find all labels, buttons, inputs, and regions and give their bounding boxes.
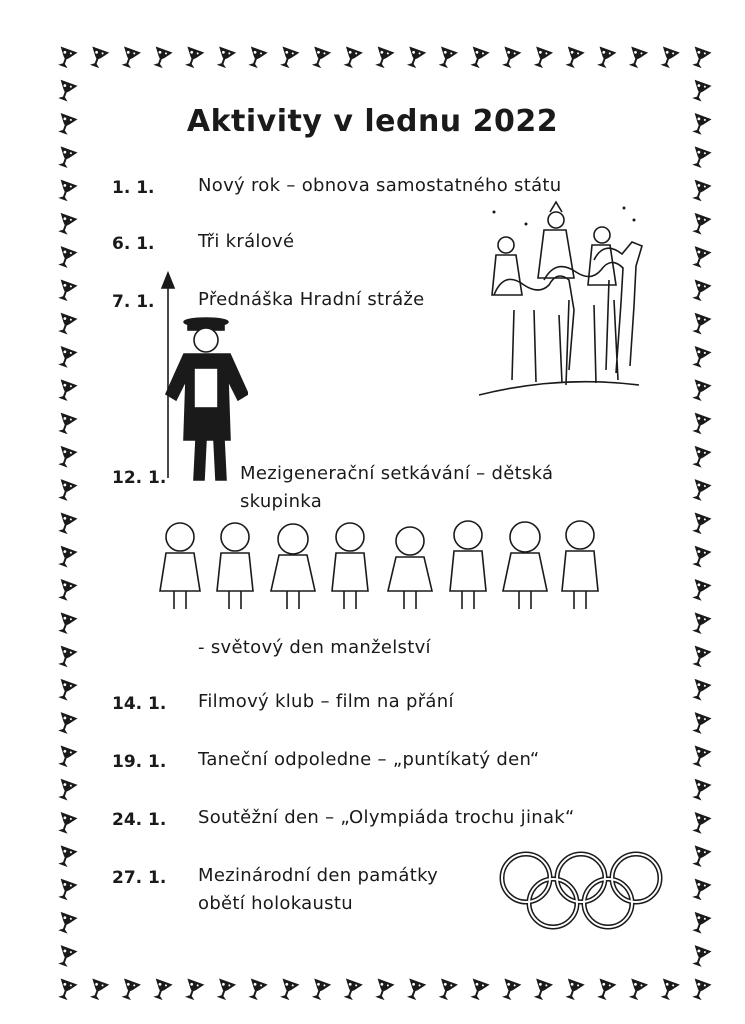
- champagne-glass-icon: [688, 912, 711, 935]
- champagne-glass-icon: [54, 213, 77, 236]
- champagne-glass-icon: [467, 46, 490, 69]
- champagne-glass-icon: [403, 978, 426, 1001]
- champagne-glass-icon: [688, 46, 711, 69]
- champagne-glass-icon: [498, 978, 521, 1001]
- champagne-glass-icon: [54, 779, 77, 802]
- champagne-glass-icon: [688, 346, 711, 369]
- champagne-glass-icon: [54, 246, 77, 269]
- champagne-glass-icon: [340, 46, 363, 69]
- champagne-glass-icon: [54, 379, 77, 402]
- event-text-line1: Mezigenerační setkávání – dětská: [240, 463, 554, 484]
- champagne-glass-icon: [54, 679, 77, 702]
- champagne-glass-icon: [688, 313, 711, 336]
- champagne-glass-icon: [54, 812, 77, 835]
- champagne-glass-icon: [688, 646, 711, 669]
- champagne-glass-icon: [688, 546, 711, 569]
- champagne-glass-icon: [688, 612, 711, 635]
- event-date: 27. 1.: [112, 868, 167, 888]
- champagne-glass-icon: [54, 579, 77, 602]
- champagne-glass-icon: [54, 479, 77, 502]
- champagne-glass-icon: [213, 46, 236, 69]
- champagne-glass-icon: [54, 146, 77, 169]
- event-text: Taneční odpoledne – „puntíkatý den“: [198, 749, 540, 770]
- event-text: Přednáška Hradní stráže: [198, 289, 425, 310]
- champagne-glass-icon: [54, 313, 77, 336]
- champagne-glass-icon: [688, 679, 711, 702]
- champagne-glass-icon: [54, 945, 77, 968]
- champagne-glass-icon: [562, 978, 585, 1001]
- champagne-glass-icon: [181, 978, 204, 1001]
- champagne-glass-icon: [688, 80, 711, 103]
- event-text-line2: skupinka: [240, 491, 323, 512]
- champagne-glass-icon: [308, 46, 331, 69]
- champagne-glass-icon: [688, 745, 711, 768]
- children-group-icon: [140, 515, 610, 615]
- champagne-glass-icon: [530, 46, 553, 69]
- champagne-glass-icon: [498, 46, 521, 69]
- event-date: 1. 1.: [112, 178, 155, 198]
- champagne-glass-icon: [688, 512, 711, 535]
- champagne-glass-icon: [276, 46, 299, 69]
- event-date: 24. 1.: [112, 810, 167, 830]
- champagne-glass-icon: [688, 712, 711, 735]
- three-kings-camels-icon: [474, 200, 644, 405]
- champagne-glass-icon: [54, 845, 77, 868]
- champagne-glass-icon: [150, 46, 173, 69]
- champagne-glass-icon: [54, 712, 77, 735]
- champagne-glass-icon: [245, 978, 268, 1001]
- champagne-glass-icon: [54, 546, 77, 569]
- event-text: Filmový klub – film na přání: [198, 691, 454, 712]
- champagne-glass-icon: [688, 413, 711, 436]
- champagne-glass-icon: [245, 46, 268, 69]
- champagne-glass-icon: [688, 279, 711, 302]
- event-date: 14. 1.: [112, 694, 167, 714]
- champagne-glass-icon: [371, 978, 394, 1001]
- champagne-glass-icon: [54, 745, 77, 768]
- page-title: Aktivity v lednu 2022: [186, 104, 559, 139]
- champagne-glass-icon: [688, 146, 711, 169]
- champagne-glass-icon: [625, 978, 648, 1001]
- champagne-glass-icon: [54, 612, 77, 635]
- event-text: Tři králové: [198, 231, 295, 252]
- champagne-glass-icon: [54, 346, 77, 369]
- champagne-glass-icon: [54, 413, 77, 436]
- champagne-glass-icon: [54, 46, 77, 69]
- champagne-glass-icon: [688, 812, 711, 835]
- event-date: 12. 1.: [112, 468, 167, 488]
- champagne-glass-icon: [276, 978, 299, 1001]
- champagne-glass-icon: [688, 180, 711, 203]
- champagne-glass-icon: [371, 46, 394, 69]
- event-text-line2: obětí holokaustu: [198, 893, 353, 914]
- champagne-glass-icon: [403, 46, 426, 69]
- champagne-glass-icon: [530, 978, 553, 1001]
- event-text-line1: Mezinárodní den památky: [198, 865, 439, 886]
- champagne-glass-icon: [593, 978, 616, 1001]
- champagne-glass-icon: [625, 46, 648, 69]
- champagne-glass-icon: [54, 646, 77, 669]
- champagne-glass-icon: [340, 978, 363, 1001]
- champagne-glass-icon: [688, 479, 711, 502]
- event-text: Soutěžní den – „Olympiáda trochu jinak“: [198, 807, 575, 828]
- champagne-glass-icon: [86, 46, 109, 69]
- champagne-glass-icon: [118, 978, 141, 1001]
- champagne-glass-icon: [688, 779, 711, 802]
- champagne-glass-icon: [150, 978, 173, 1001]
- champagne-glass-icon: [308, 978, 331, 1001]
- champagne-glass-icon: [54, 180, 77, 203]
- champagne-glass-icon: [688, 579, 711, 602]
- champagne-glass-icon: [181, 46, 204, 69]
- olympic-rings-icon: [496, 848, 666, 933]
- champagne-glass-icon: [54, 512, 77, 535]
- champagne-glass-icon: [688, 945, 711, 968]
- champagne-glass-icon: [435, 46, 458, 69]
- champagne-glass-icon: [657, 46, 680, 69]
- champagne-glass-icon: [54, 80, 77, 103]
- champagne-glass-icon: [657, 978, 680, 1001]
- champagne-glass-icon: [688, 379, 711, 402]
- champagne-glass-icon: [593, 46, 616, 69]
- champagne-glass-icon: [435, 978, 458, 1001]
- event-text-extra: - světový den manželství: [198, 637, 431, 658]
- event-date: 19. 1.: [112, 752, 167, 772]
- champagne-glass-icon: [86, 978, 109, 1001]
- champagne-glass-icon: [54, 978, 77, 1001]
- champagne-glass-icon: [118, 46, 141, 69]
- champagne-glass-icon: [688, 879, 711, 902]
- event-date: 7. 1.: [112, 292, 155, 312]
- champagne-glass-icon: [467, 978, 490, 1001]
- champagne-glass-icon: [54, 912, 77, 935]
- champagne-glass-icon: [54, 446, 77, 469]
- event-date: 6. 1.: [112, 234, 155, 254]
- champagne-glass-icon: [688, 978, 711, 1001]
- champagne-glass-icon: [562, 46, 585, 69]
- event-text: Nový rok – obnova samostatného státu: [198, 175, 562, 196]
- champagne-glass-icon: [688, 213, 711, 236]
- champagne-glass-icon: [688, 845, 711, 868]
- champagne-glass-icon: [54, 279, 77, 302]
- champagne-glass-icon: [688, 246, 711, 269]
- champagne-glass-icon: [688, 446, 711, 469]
- champagne-glass-icon: [54, 879, 77, 902]
- champagne-glass-icon: [213, 978, 236, 1001]
